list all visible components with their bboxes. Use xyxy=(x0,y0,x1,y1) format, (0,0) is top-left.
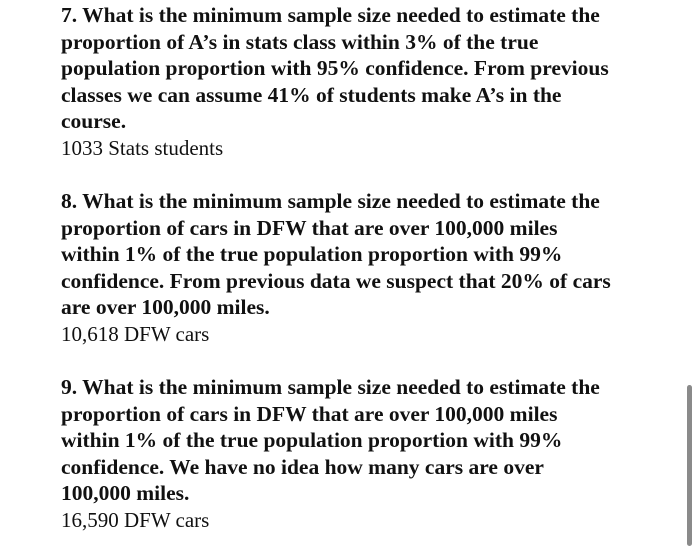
question-line: proportion of cars in DFW that are over 100,000 miles xyxy=(61,401,558,426)
problem-7 xyxy=(61,2,661,161)
problem-9-answer: 16,590 DFW cars xyxy=(61,507,210,532)
question-line: within 1% of the true population proportion with 99% xyxy=(61,428,563,452)
problem-7-question xyxy=(61,2,661,135)
problem-7-answer: 1033 Stats students xyxy=(61,135,224,160)
question-line: confidence. We have no idea how many cars are over xyxy=(61,454,544,479)
question-line: 100,000 miles. xyxy=(61,481,190,505)
problem-9 xyxy=(61,374,661,533)
question-line: 7. What is the minimum sample size needed to estimate the xyxy=(61,3,600,27)
question-line: 8. What is the minimum sample size needed to estimate the xyxy=(61,189,600,213)
question-line: population proportion with 95% confidence. From previous xyxy=(61,56,609,80)
question-line: course. xyxy=(61,109,127,133)
question-line: proportion of cars in DFW that are over 100,000 miles xyxy=(61,215,558,240)
question-line: within 1% of the true population proportion with 99% xyxy=(61,242,563,266)
question-line: proportion of A’s in stats class within 3% of the true xyxy=(61,29,539,54)
question-line: are over 100,000 miles. xyxy=(61,295,270,319)
problem-8-question xyxy=(61,188,661,321)
problem-8-answer: 10,618 DFW cars xyxy=(61,321,210,346)
question-line: 9. What is the minimum sample size needed to estimate the xyxy=(61,375,600,399)
problem-9-question xyxy=(61,374,661,507)
vertical-scrollbar[interactable] xyxy=(687,385,692,546)
question-line: classes we can assume 41% of students make A’s in the xyxy=(61,82,562,107)
problem-8 xyxy=(61,188,661,347)
question-line: confidence. From previous data we suspect that 20% of cars xyxy=(61,268,611,293)
